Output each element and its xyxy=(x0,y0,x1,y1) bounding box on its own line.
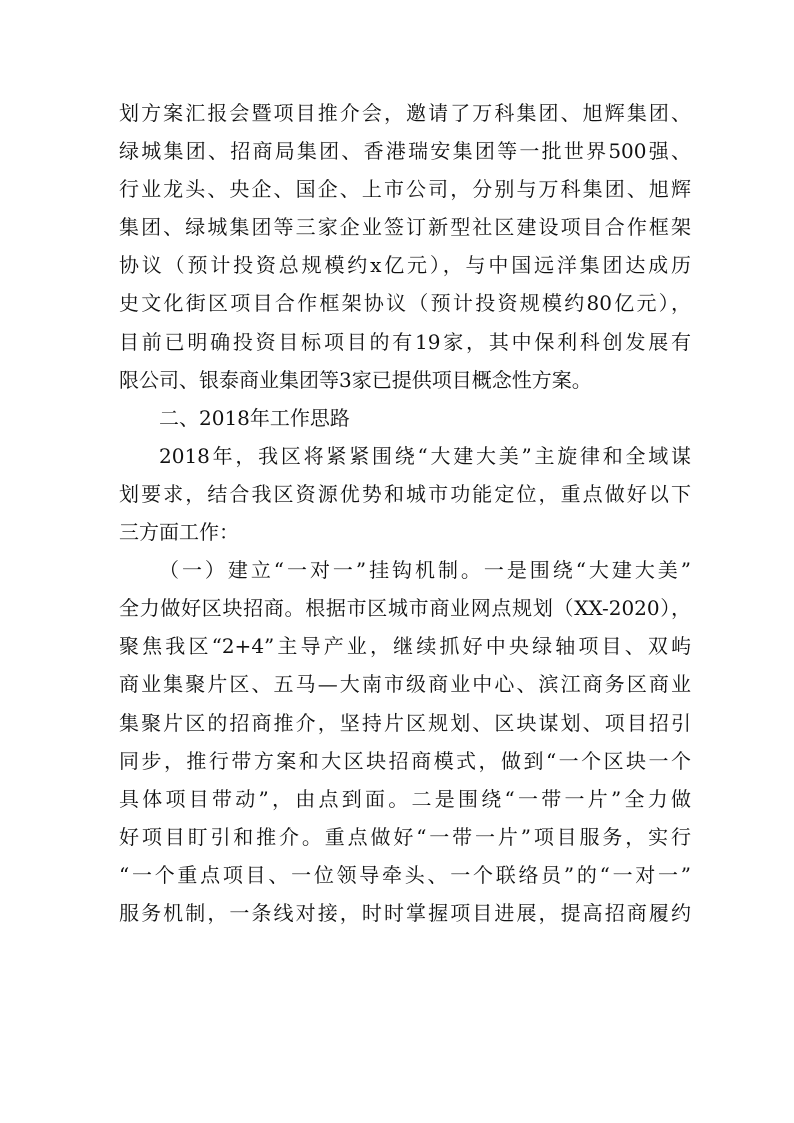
text-line: 聚焦我区“2+4”主导产业，继续抓好中央绿轴项目、双屿 xyxy=(119,634,691,659)
text-line: 全力做好区块招商。根据市区城市商业网点规划（XX-2020）， xyxy=(119,596,691,621)
text-line: 目前已明确投资目标项目的有19家，其中保利科创发展有 xyxy=(119,329,691,354)
text-line: 三方面工作： xyxy=(119,520,239,545)
text-line: 商业集聚片区、五马—大南市级商业中心、滨江商务区商业 xyxy=(119,672,691,697)
text-line: 具体项目带动”，由点到面。二是围绕“一带一片”全力做 xyxy=(119,786,691,811)
text-line: “一个重点项目、一位领导牵头、一个联络员”的“一对一” xyxy=(119,862,691,887)
text-line: 集团、绿城集团等三家企业签订新型社区建设项目合作框架 xyxy=(119,215,691,240)
text-line: 划方案汇报会暨项目推介会，邀请了万科集团、旭辉集团、 xyxy=(119,101,691,125)
text-line: 2018年，我区将紧紧围绕“大建大美”主旋律和全域谋 xyxy=(159,443,691,468)
text-line: 限公司、银泰商业集团等3家已提供项目概念性方案。 xyxy=(119,367,592,392)
text-line: 好项目盯引和推介。重点做好“一带一片”项目服务，实行 xyxy=(119,824,691,849)
text-line: 同步，推行带方案和大区块招商模式，做到“一个区块一个 xyxy=(119,748,691,773)
text-line: 绿城集团、招商局集团、香港瑞安集团等一批世界500强、 xyxy=(119,139,691,164)
text-line: 史文化街区项目合作框架协议（预计投资规模约80亿元）， xyxy=(119,291,691,316)
text-line: 划要求，结合我区资源优势和城市功能定位，重点做好以下 xyxy=(119,481,691,506)
text-line: 协议（预计投资总规模约x亿元），与中国远洋集团达成历 xyxy=(119,253,691,278)
document-body xyxy=(119,94,691,932)
text-line: 集聚片区的招商推介，坚持片区规划、区块谋划、项目招引 xyxy=(119,710,691,735)
section-heading: 二、2018年工作思路 xyxy=(159,405,350,430)
text-line: 行业龙头、央企、国企、上市公司，分别与万科集团、旭辉 xyxy=(119,177,691,202)
subsection-line: （一）建立“一对一”挂钩机制。一是围绕“大建大美” xyxy=(159,558,691,583)
text-line: 服务机制，一条线对接，时时掌握项目进展，提高招商履约 xyxy=(119,900,691,925)
